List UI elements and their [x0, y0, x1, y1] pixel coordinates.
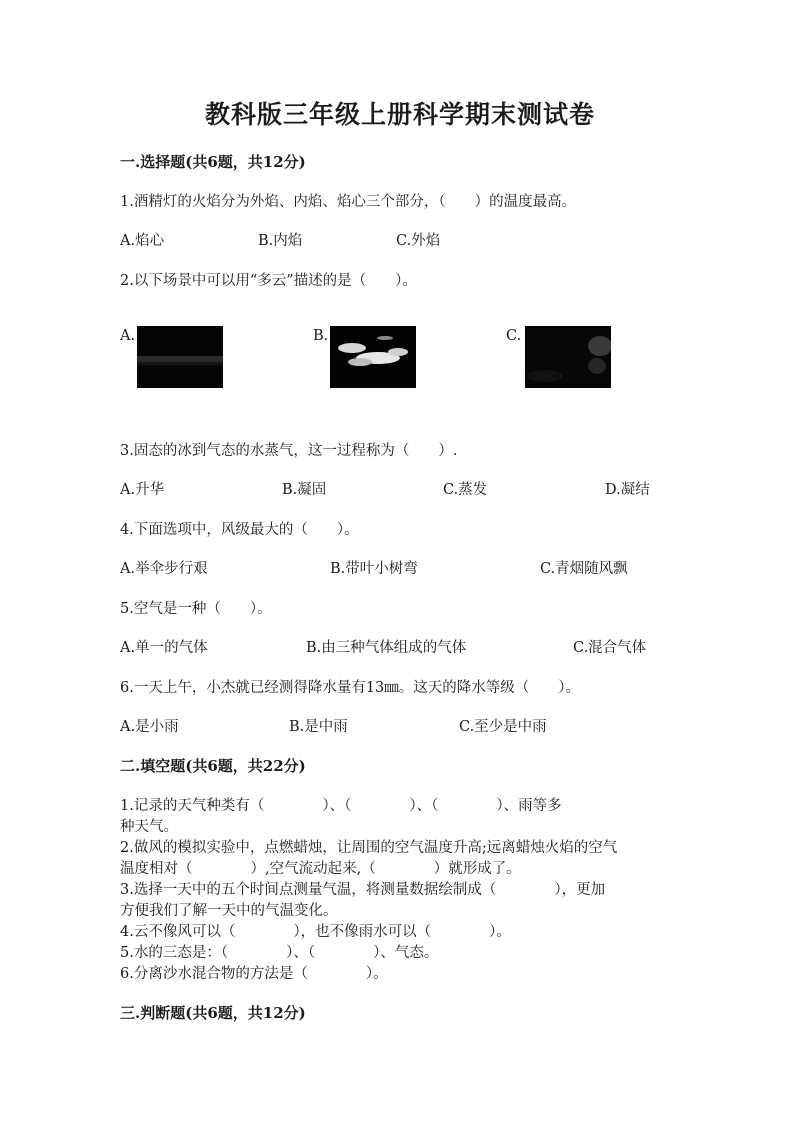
- question-1: 1.酒精灯的火焰分为外焰、内焰、焰心三个部分，（ ）的温度最高。: [120, 194, 577, 210]
- fill-line: 3.选择一天中的五个时间点测量气温，将测量数据绘制成（ ），更加: [120, 882, 606, 898]
- dark-cloud-photo: [525, 326, 611, 388]
- option-3b: B.凝固: [282, 482, 327, 498]
- option-1c: C.外焰: [396, 233, 441, 249]
- question-3: 3.固态的冰到气态的水蒸气，这一过程称为（ ）.: [120, 443, 458, 459]
- option-5b: B.由三种气体组成的气体: [306, 640, 467, 656]
- option-3a: A.升华: [120, 482, 165, 498]
- fill-line: 温度相对（ ）,空气流动起来,（ ）就形成了。: [120, 861, 521, 877]
- page-title: 教科版三年级上册科学期末测试卷: [204, 100, 595, 129]
- option-2b: B.: [313, 328, 329, 344]
- section-heading-fill: 二.填空题(共6题，共22分): [120, 757, 306, 775]
- option-1b: B.内焰: [258, 233, 303, 249]
- question-6: 6.一天上午，小杰就已经测得降水量有13㎜。这天的降水等级（ ）。: [120, 680, 581, 696]
- option-6b: B.是中雨: [289, 719, 348, 735]
- section-heading-judge: 三.判断题(共6题，共12分): [120, 1004, 306, 1022]
- option-4c: C.青烟随风飘: [540, 561, 628, 577]
- section-heading-choice: 一.选择题(共6题，共12分): [120, 153, 306, 171]
- question-5: 5.空气是一种（ ）。: [120, 601, 272, 617]
- fill-line: 6.分离沙水混合物的方法是（ ）。: [120, 966, 388, 982]
- option-6a: A.是小雨: [120, 719, 179, 735]
- option-1a: A.焰心: [120, 233, 165, 249]
- night-sea-photo: [137, 326, 223, 388]
- fill-line: 2.做风的模拟实验中，点燃蜡烛，让周围的空气温度升高;远离蜡烛火焰的空气: [120, 840, 618, 856]
- option-4a: A.举伞步行艰: [120, 561, 208, 577]
- fill-line: 4.云不像风可以（ ），也不像雨水可以（ ）。: [120, 924, 511, 940]
- fill-line: 5.水的三态是：（ ）、（ ）、气态。: [120, 945, 439, 961]
- option-2a: A.: [120, 328, 136, 344]
- option-3c: C.蒸发: [443, 482, 488, 498]
- option-5c: C.混合气体: [573, 640, 647, 656]
- cloudy-sky-photo: [330, 326, 416, 388]
- fill-line: 1.记录的天气种类有（ ）、（ ）、（ ）、雨等多: [120, 798, 562, 814]
- option-5a: A.单一的气体: [120, 640, 208, 656]
- question-2: 2.以下场景中可以用“多云”描述的是（ ）。: [120, 273, 417, 289]
- question-4: 4.下面选项中，风级最大的（ ）。: [120, 522, 359, 538]
- option-3d: D.凝结: [605, 482, 650, 498]
- option-2c: C.: [506, 328, 522, 344]
- option-4b: B.带叶小树弯: [330, 561, 418, 577]
- option-6c: C.至少是中雨: [459, 719, 547, 735]
- fill-line: 种天气。: [120, 819, 178, 835]
- fill-line: 方便我们了解一天中的气温变化。: [120, 903, 338, 919]
